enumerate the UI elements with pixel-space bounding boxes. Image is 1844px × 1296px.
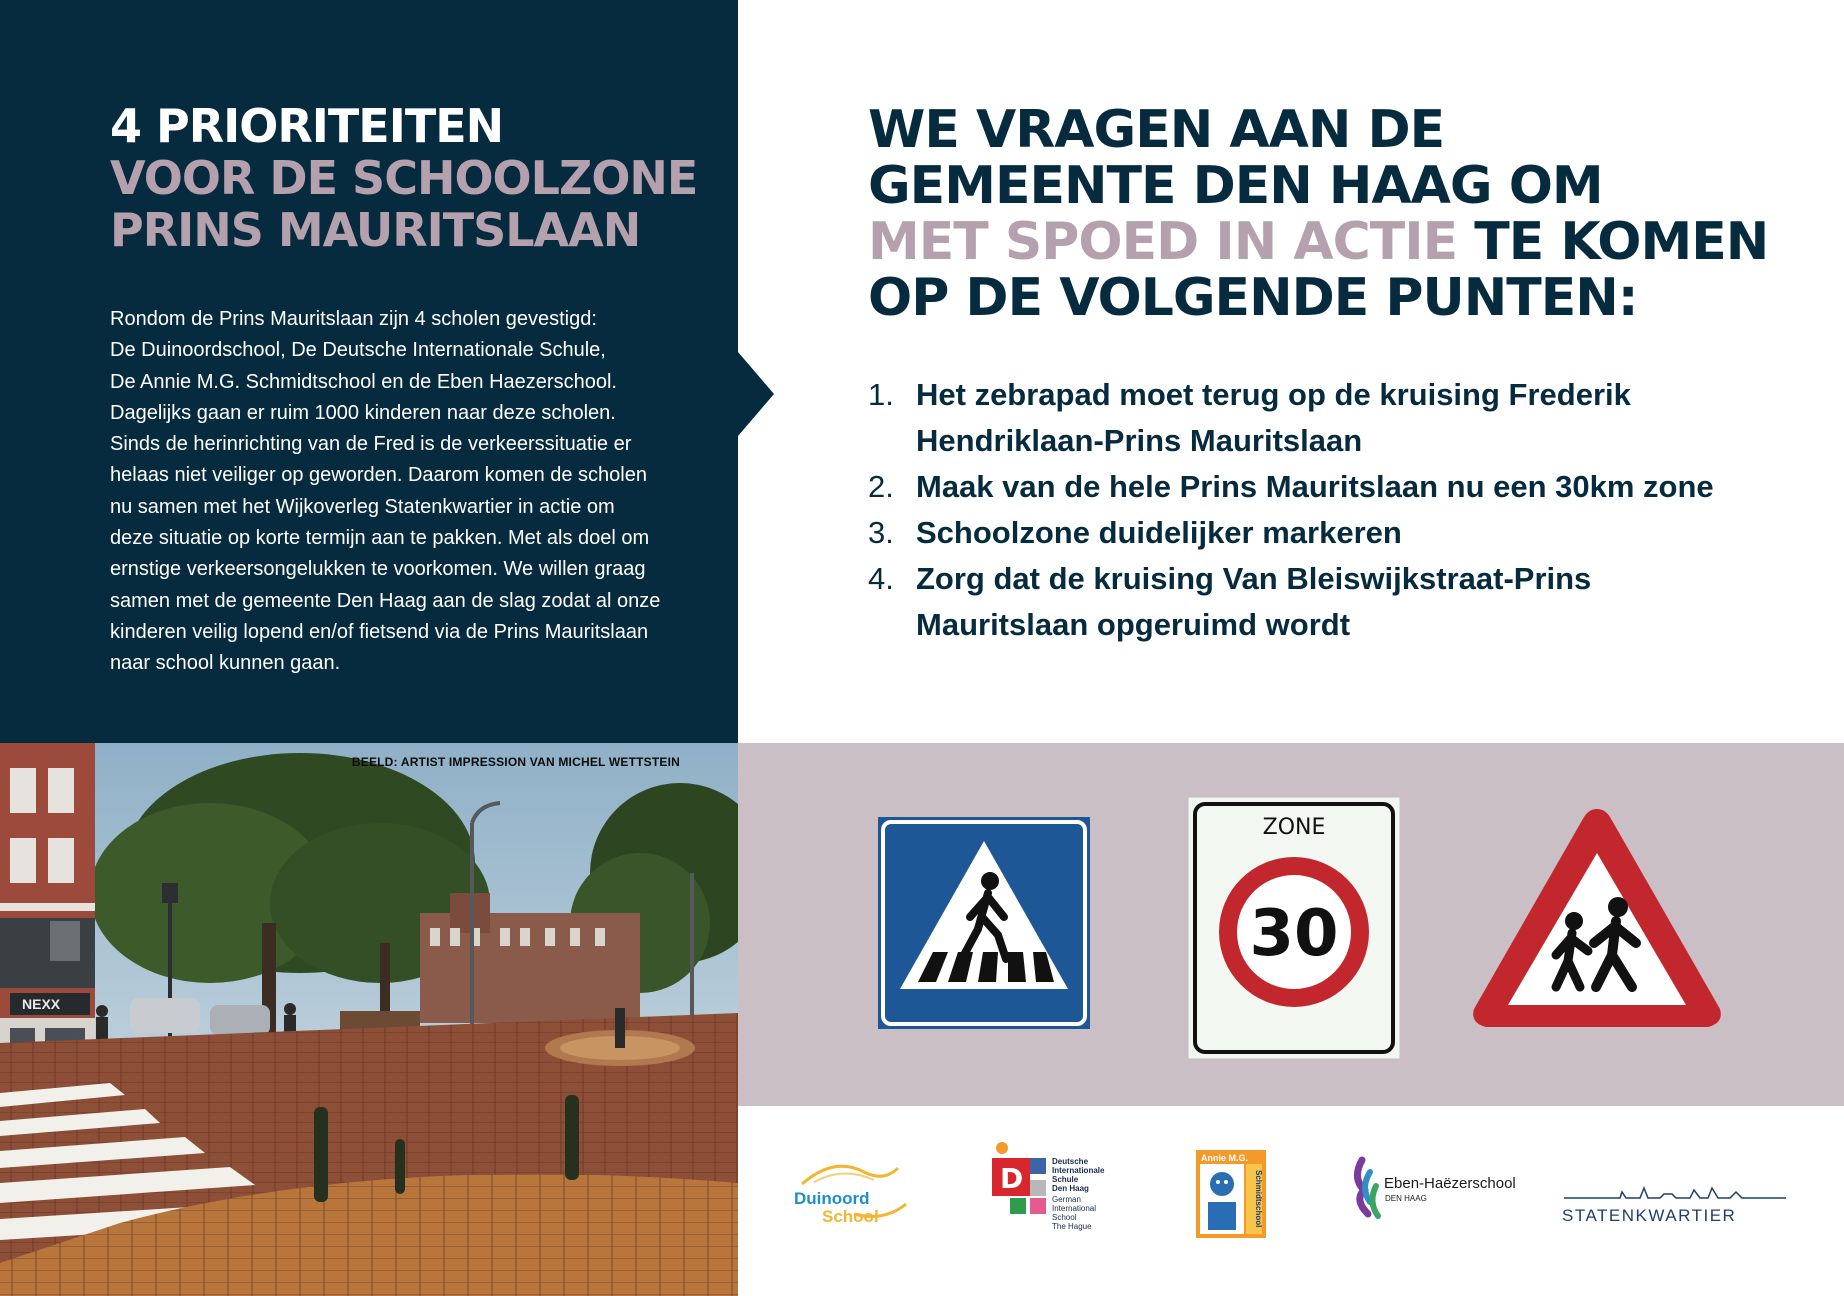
children-warning-sign-icon	[1468, 803, 1726, 1033]
street-illustration	[0, 743, 738, 1296]
dis-text-en: International	[1052, 1204, 1097, 1213]
duinoord-line-1: Duinoord	[794, 1189, 870, 1208]
dis-text: Den Haag	[1052, 1184, 1089, 1193]
points-list	[868, 372, 1828, 648]
annie-mark-icon	[1196, 1150, 1266, 1238]
point-text-cont: Mauritslaan opgeruimd wordt	[916, 607, 1351, 642]
list-item	[868, 556, 1828, 648]
point-text: Maak van de hele Prins Mauritslaan nu een 30km zone	[916, 469, 1714, 504]
statenkwartier-skyline-icon	[1560, 1166, 1790, 1226]
annie-side: Schmidtschool	[1254, 1170, 1263, 1228]
intro-line: De Annie M.G. Schmidtschool en de Eben Haezerschool.	[110, 370, 617, 393]
intro-line: naar school kunnen gaan.	[110, 652, 341, 675]
pedestrian-crossing-sign-icon	[878, 817, 1090, 1029]
list-item	[868, 464, 1828, 510]
dis-text: Schule	[1052, 1175, 1079, 1184]
dis-mark-icon	[990, 1142, 1120, 1248]
intro-text	[110, 304, 700, 680]
intro-line: kinderen veilig lopend en/of fietsend via de Prins Mauritslaan	[110, 620, 649, 643]
partner-logos	[738, 1106, 1844, 1296]
zone-30-sign-icon	[1188, 797, 1400, 1059]
dis-text-en: School	[1052, 1213, 1077, 1222]
point-text: Zorg dat de kruising Van Bleiswijkstraat-Prins	[916, 561, 1592, 596]
street-photo	[0, 743, 738, 1296]
point-text-cont: Hendriklaan-Prins Mauritslaan	[916, 423, 1363, 458]
intro-line: Dagelijks gaan er ruim 1000 kinderen naar deze scholen.	[110, 401, 616, 424]
intro-line: ernstige verkeersongelukken te voorkomen. We willen graag	[110, 558, 646, 581]
title-line-3: PRINS MAURITSLAAN	[110, 203, 641, 257]
headline-line-4: OP DE VOLGENDE PUNTEN:	[868, 268, 1638, 328]
title-line-1: 4 PRIORITEITEN	[110, 99, 504, 153]
list-item	[868, 510, 1828, 556]
headline-line-1: WE VRAGEN AAN DE	[868, 100, 1445, 160]
duinoord-school-logo	[794, 1152, 914, 1232]
point-number: 4.	[868, 561, 894, 596]
intro-line: De Duinoordschool, De Deutsche Internationale Schule,	[110, 339, 606, 362]
headline-line-2: GEMEENTE DEN HAAG OM	[868, 156, 1603, 216]
intro-line: Rondom de Prins Mauritslaan zijn 4 scholen gevestigd:	[110, 308, 597, 330]
duinoord-wave-icon	[794, 1152, 914, 1232]
title-line-2: VOOR DE SCHOOLZONE	[110, 151, 698, 205]
svg-text:D: D	[1000, 1162, 1024, 1195]
shop-sign: NEXX	[22, 996, 61, 1012]
point-number: 1.	[868, 377, 894, 412]
statenkwartier-text: STATENKWARTIER	[1562, 1206, 1737, 1225]
eben-haezerschool-logo	[1348, 1156, 1518, 1232]
duinoord-line-2: School	[822, 1207, 879, 1226]
photo-credit: BEELD: ARTIST IMPRESSION VAN MICHEL WETTSTEIN	[351, 755, 680, 769]
eben-name: Eben-Haëzerschool	[1384, 1175, 1516, 1192]
point-text: Het zebrapad moet terug op de kruising Frederik	[916, 377, 1631, 412]
annie-top: Annie M.G.	[1201, 1153, 1248, 1163]
statenkwartier-logo	[1560, 1166, 1790, 1226]
dis-text-en: German	[1052, 1195, 1081, 1204]
eben-flame-icon	[1348, 1156, 1518, 1232]
dis-text: Deutsche	[1052, 1157, 1089, 1166]
intro-line: Sinds de herinrichting van de Fred is de verkeerssituatie er	[110, 433, 632, 456]
priorities-title	[110, 100, 710, 256]
annie-mg-schmidtschool-logo	[1196, 1150, 1266, 1238]
intro-line: nu samen met het Wijkoverleg Statenkwartier in actie om	[110, 495, 615, 518]
zone-label: ZONE	[1262, 815, 1326, 840]
headline	[868, 102, 1808, 326]
dis-text: Internationale	[1052, 1166, 1105, 1175]
point-text: Schoolzone duidelijker markeren	[916, 515, 1402, 550]
eben-city: DEN HAAG	[1385, 1194, 1427, 1203]
dis-logo	[990, 1142, 1120, 1248]
point-number: 3.	[868, 515, 894, 550]
traffic-signs-band	[738, 743, 1844, 1106]
intro-line: samen met de gemeente Den Haag aan de slag zodat al onze	[110, 589, 661, 612]
headline-accent: MET SPOED IN ACTIE	[868, 212, 1458, 272]
intro-line: deze situatie op korte termijn aan te pakken. Met als doel om	[110, 527, 650, 550]
speed-limit: 30	[1249, 897, 1339, 971]
intro-line: helaas niet veiliger op geworden. Daarom komen de scholen	[110, 464, 647, 487]
headline-line-3	[868, 214, 1808, 270]
point-number: 2.	[868, 469, 894, 504]
headline-line-3-rest: TE KOMEN	[1457, 212, 1769, 272]
panel-arrow	[738, 352, 774, 436]
list-item	[868, 372, 1828, 464]
dis-text-en: The Hague	[1052, 1222, 1092, 1231]
